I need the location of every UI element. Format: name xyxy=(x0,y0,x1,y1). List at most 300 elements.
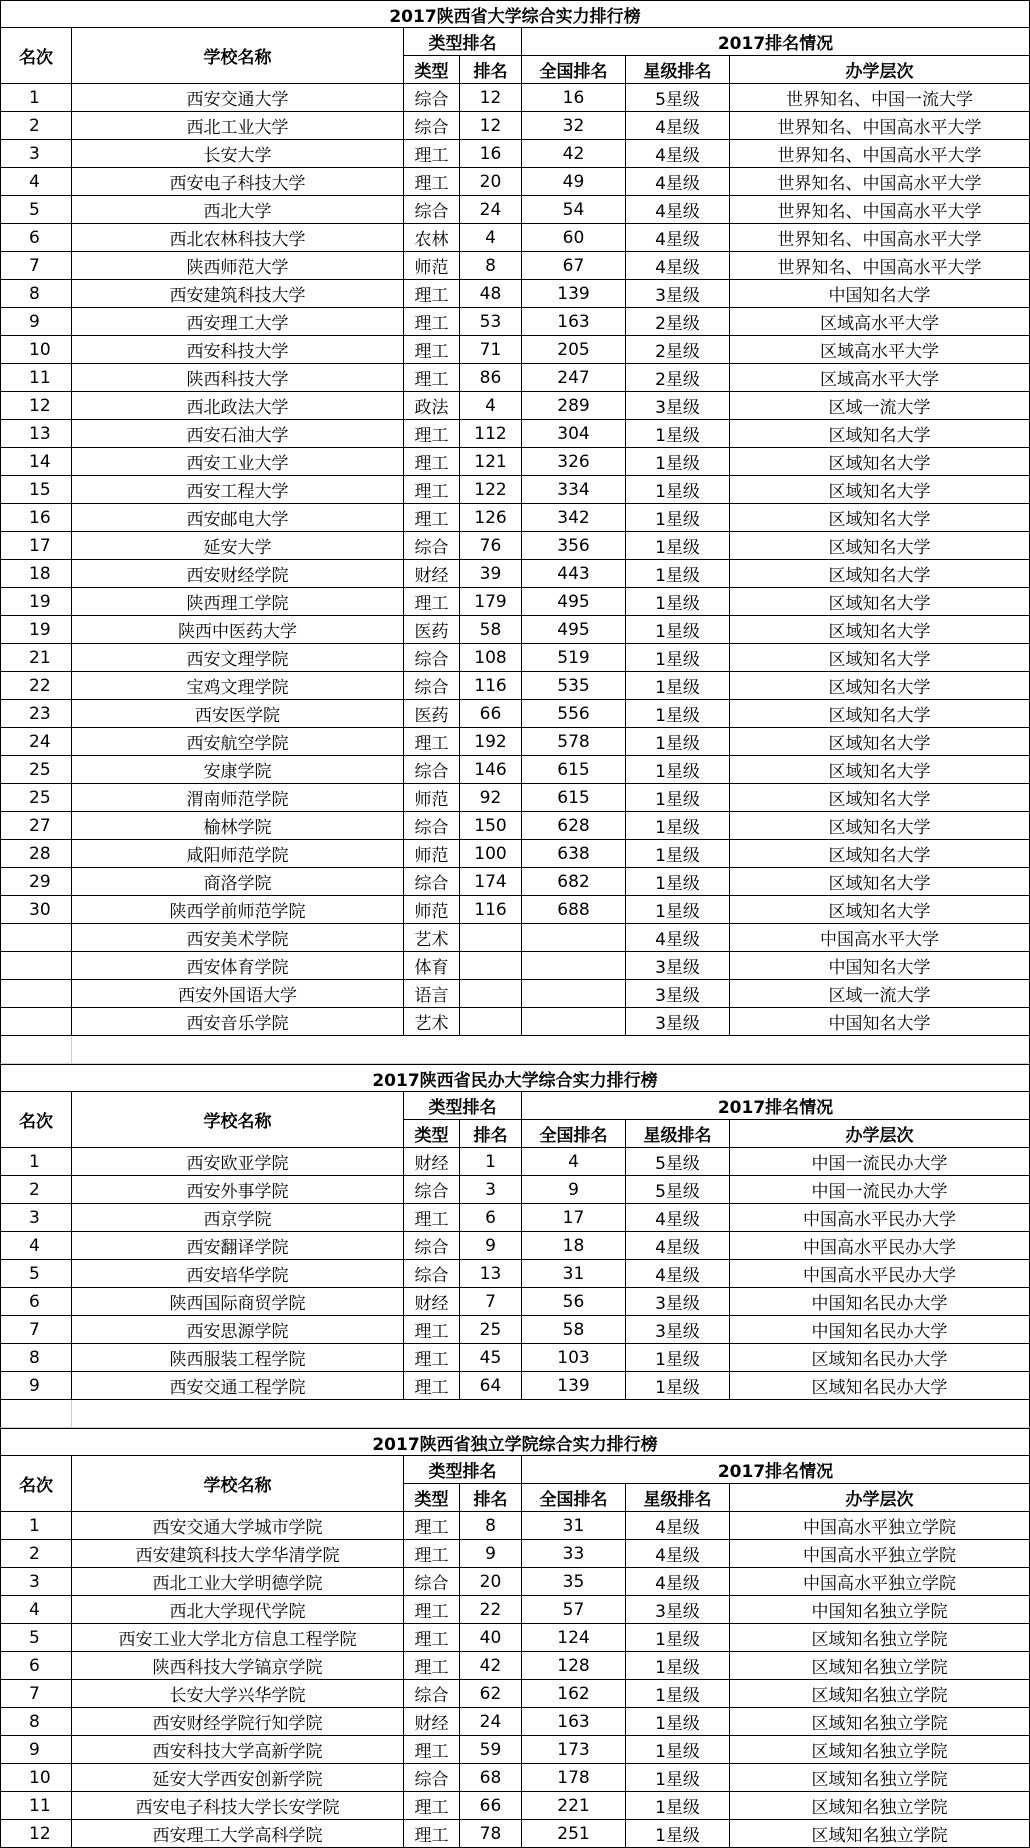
table-row xyxy=(0,588,1030,616)
school-cell: 西安科技大学高新学院 xyxy=(72,1736,404,1764)
level-cell: 区域高水平大学 xyxy=(730,364,1030,392)
school-cell: 商洛学院 xyxy=(72,868,404,896)
national-rank-cell: 139 xyxy=(522,280,626,308)
star-rank-cell: 1星级 xyxy=(626,868,730,896)
level-cell: 中国知名独立学院 xyxy=(730,1596,1030,1624)
school-cell: 西安工程大学 xyxy=(72,476,404,504)
rank-cell: 21 xyxy=(0,644,72,672)
table-row xyxy=(0,560,1030,588)
star-rank-cell: 1星级 xyxy=(626,532,730,560)
rank-cell: 3 xyxy=(0,1204,72,1232)
header-type-group: 类型排名 xyxy=(404,1092,522,1120)
table-row xyxy=(0,672,1030,700)
table-row xyxy=(0,532,1030,560)
type-rank-cell: 116 xyxy=(460,672,522,700)
type-cell: 综合 xyxy=(404,1232,460,1260)
star-rank-cell: 1星级 xyxy=(626,1372,730,1400)
level-cell: 中国知名民办大学 xyxy=(730,1316,1030,1344)
table-row xyxy=(0,1232,1030,1260)
level-cell: 区域知名大学 xyxy=(730,728,1030,756)
type-rank-cell: 8 xyxy=(460,252,522,280)
national-rank-cell: 60 xyxy=(522,224,626,252)
type-rank-cell: 68 xyxy=(460,1764,522,1792)
level-cell: 中国高水平独立学院 xyxy=(730,1512,1030,1540)
header-star-rank: 星级排名 xyxy=(626,1120,730,1148)
rank-cell: 8 xyxy=(0,1708,72,1736)
level-cell: 区域知名独立学院 xyxy=(730,1624,1030,1652)
national-rank-cell xyxy=(522,980,626,1008)
national-rank-cell: 615 xyxy=(522,784,626,812)
level-cell: 中国一流民办大学 xyxy=(730,1176,1030,1204)
type-rank-cell: 4 xyxy=(460,224,522,252)
national-rank-cell: 31 xyxy=(522,1512,626,1540)
type-rank-cell: 58 xyxy=(460,616,522,644)
national-rank-cell: 682 xyxy=(522,868,626,896)
table-row xyxy=(0,896,1030,924)
table-row xyxy=(0,1372,1030,1400)
rank-cell: 2 xyxy=(0,1176,72,1204)
national-rank-cell: 342 xyxy=(522,504,626,532)
table-row xyxy=(0,980,1030,1008)
rank-cell: 30 xyxy=(0,896,72,924)
type-cell: 农林 xyxy=(404,224,460,252)
school-cell: 陕西理工学院 xyxy=(72,588,404,616)
school-cell: 西京学院 xyxy=(72,1204,404,1232)
national-rank-cell xyxy=(522,924,626,952)
type-rank-cell: 22 xyxy=(460,1596,522,1624)
star-rank-cell: 1星级 xyxy=(626,700,730,728)
school-cell: 西北农林科技大学 xyxy=(72,224,404,252)
level-cell: 中国高水平大学 xyxy=(730,924,1030,952)
national-rank-cell: 289 xyxy=(522,392,626,420)
header-star-rank: 星级排名 xyxy=(626,56,730,84)
table-row xyxy=(0,1820,1030,1848)
table-row xyxy=(0,224,1030,252)
rank-cell xyxy=(0,952,72,980)
school-cell: 西安翻译学院 xyxy=(72,1232,404,1260)
type-cell: 理工 xyxy=(404,1316,460,1344)
school-cell: 西安石油大学 xyxy=(72,420,404,448)
rank-cell: 10 xyxy=(0,336,72,364)
section-title-row xyxy=(0,1064,1030,1092)
rank-cell: 1 xyxy=(0,1148,72,1176)
table-row xyxy=(0,1316,1030,1344)
type-cell: 师范 xyxy=(404,784,460,812)
national-rank-cell: 17 xyxy=(522,1204,626,1232)
type-rank-cell: 40 xyxy=(460,1624,522,1652)
table-row xyxy=(0,812,1030,840)
star-rank-cell: 1星级 xyxy=(626,420,730,448)
school-cell: 陕西科技大学 xyxy=(72,364,404,392)
table-row xyxy=(0,1176,1030,1204)
type-rank-cell: 8 xyxy=(460,1512,522,1540)
rank-cell: 28 xyxy=(0,840,72,868)
table-row xyxy=(0,784,1030,812)
national-rank-cell: 103 xyxy=(522,1344,626,1372)
type-cell: 理工 xyxy=(404,1596,460,1624)
header-type-group: 类型排名 xyxy=(404,28,522,56)
star-rank-cell: 4星级 xyxy=(626,1260,730,1288)
star-rank-cell: 5星级 xyxy=(626,1148,730,1176)
star-rank-cell: 3星级 xyxy=(626,280,730,308)
national-rank-cell: 163 xyxy=(522,308,626,336)
national-rank-cell: 178 xyxy=(522,1764,626,1792)
school-cell: 西安外事学院 xyxy=(72,1176,404,1204)
rank-cell: 9 xyxy=(0,308,72,336)
star-rank-cell: 1星级 xyxy=(626,840,730,868)
national-rank-cell: 578 xyxy=(522,728,626,756)
national-rank-cell: 57 xyxy=(522,1596,626,1624)
type-rank-cell: 86 xyxy=(460,364,522,392)
type-rank-cell: 12 xyxy=(460,112,522,140)
national-rank-cell: 495 xyxy=(522,616,626,644)
rank-cell: 5 xyxy=(0,1624,72,1652)
rank-cell: 19 xyxy=(0,588,72,616)
section-title: 2017陕西省独立学院综合实力排行榜 xyxy=(0,1428,1030,1456)
school-cell: 西安科技大学 xyxy=(72,336,404,364)
type-rank-cell: 42 xyxy=(460,1652,522,1680)
rank-cell: 6 xyxy=(0,1288,72,1316)
spacer-cell xyxy=(72,1036,1030,1064)
national-rank-cell: 688 xyxy=(522,896,626,924)
national-rank-cell: 205 xyxy=(522,336,626,364)
level-cell: 区域知名独立学院 xyxy=(730,1792,1030,1820)
star-rank-cell: 1星级 xyxy=(626,672,730,700)
rank-cell: 5 xyxy=(0,196,72,224)
rank-cell: 6 xyxy=(0,1652,72,1680)
type-rank-cell: 146 xyxy=(460,756,522,784)
level-cell: 区域知名大学 xyxy=(730,644,1030,672)
spacer-row xyxy=(0,1036,1030,1064)
national-rank-cell: 356 xyxy=(522,532,626,560)
table-row xyxy=(0,700,1030,728)
school-cell: 西安理工大学 xyxy=(72,308,404,336)
national-rank-cell xyxy=(522,1008,626,1036)
table-row xyxy=(0,1204,1030,1232)
school-cell: 西安财经学院 xyxy=(72,560,404,588)
school-cell: 西安培华学院 xyxy=(72,1260,404,1288)
national-rank-cell: 54 xyxy=(522,196,626,224)
rank-cell: 5 xyxy=(0,1260,72,1288)
table-row xyxy=(0,364,1030,392)
star-rank-cell: 1星级 xyxy=(626,1652,730,1680)
type-rank-cell: 78 xyxy=(460,1820,522,1848)
school-cell: 西北工业大学 xyxy=(72,112,404,140)
type-rank-cell: 9 xyxy=(460,1232,522,1260)
school-cell: 西安交通工程学院 xyxy=(72,1372,404,1400)
star-rank-cell: 1星级 xyxy=(626,476,730,504)
school-cell: 西北大学现代学院 xyxy=(72,1596,404,1624)
table-row xyxy=(0,504,1030,532)
level-cell: 区域知名大学 xyxy=(730,616,1030,644)
national-rank-cell: 128 xyxy=(522,1652,626,1680)
school-cell: 西安电子科技大学长安学院 xyxy=(72,1792,404,1820)
type-rank-cell: 20 xyxy=(460,1568,522,1596)
type-cell: 师范 xyxy=(404,896,460,924)
table-row xyxy=(0,252,1030,280)
type-rank-cell: 122 xyxy=(460,476,522,504)
table-row xyxy=(0,84,1030,112)
type-rank-cell xyxy=(460,924,522,952)
header-rank: 名次 xyxy=(0,1092,72,1148)
type-cell: 医药 xyxy=(404,700,460,728)
type-rank-cell: 62 xyxy=(460,1680,522,1708)
national-rank-cell: 35 xyxy=(522,1568,626,1596)
type-cell: 财经 xyxy=(404,1148,460,1176)
type-cell: 理工 xyxy=(404,1540,460,1568)
national-rank-cell: 16 xyxy=(522,84,626,112)
type-rank-cell: 39 xyxy=(460,560,522,588)
school-cell: 西安建筑科技大学华清学院 xyxy=(72,1540,404,1568)
level-cell: 区域知名独立学院 xyxy=(730,1680,1030,1708)
type-cell: 理工 xyxy=(404,168,460,196)
star-rank-cell: 1星级 xyxy=(626,588,730,616)
type-rank-cell: 66 xyxy=(460,700,522,728)
school-cell: 西安交通大学 xyxy=(72,84,404,112)
star-rank-cell: 4星级 xyxy=(626,1512,730,1540)
rank-cell: 12 xyxy=(0,1820,72,1848)
type-cell: 理工 xyxy=(404,1372,460,1400)
header-national-rank: 全国排名 xyxy=(522,1484,626,1512)
level-cell: 中国高水平民办大学 xyxy=(730,1204,1030,1232)
national-rank-cell: 173 xyxy=(522,1736,626,1764)
type-cell: 综合 xyxy=(404,868,460,896)
school-cell: 西安财经学院行知学院 xyxy=(72,1708,404,1736)
rank-cell: 4 xyxy=(0,1596,72,1624)
level-cell: 区域知名大学 xyxy=(730,532,1030,560)
type-rank-cell: 76 xyxy=(460,532,522,560)
school-cell: 西安电子科技大学 xyxy=(72,168,404,196)
star-rank-cell: 1星级 xyxy=(626,504,730,532)
type-cell: 理工 xyxy=(404,420,460,448)
header-row-top xyxy=(0,1456,1030,1512)
national-rank-cell: 535 xyxy=(522,672,626,700)
header-type: 类型 xyxy=(404,56,460,84)
national-rank-cell: 42 xyxy=(522,140,626,168)
table-row xyxy=(0,728,1030,756)
header-row-top xyxy=(0,28,1030,84)
rank-cell: 1 xyxy=(0,1512,72,1540)
type-cell: 综合 xyxy=(404,644,460,672)
level-cell: 区域知名大学 xyxy=(730,840,1030,868)
rank-cell xyxy=(0,1008,72,1036)
level-cell: 中国知名大学 xyxy=(730,952,1030,980)
header-national-rank: 全国排名 xyxy=(522,1120,626,1148)
star-rank-cell: 5星级 xyxy=(626,84,730,112)
header-school: 学校名称 xyxy=(72,28,404,84)
star-rank-cell: 4星级 xyxy=(626,1204,730,1232)
star-rank-cell: 1星级 xyxy=(626,1792,730,1820)
school-cell: 西北政法大学 xyxy=(72,392,404,420)
star-rank-cell: 4星级 xyxy=(626,224,730,252)
type-rank-cell: 24 xyxy=(460,196,522,224)
level-cell: 区域知名大学 xyxy=(730,504,1030,532)
level-cell: 区域高水平大学 xyxy=(730,308,1030,336)
type-rank-cell: 179 xyxy=(460,588,522,616)
table-row xyxy=(0,1624,1030,1652)
type-cell: 理工 xyxy=(404,1624,460,1652)
star-rank-cell: 1星级 xyxy=(626,1764,730,1792)
star-rank-cell: 1星级 xyxy=(626,616,730,644)
header-star-rank: 星级排名 xyxy=(626,1484,730,1512)
type-rank-cell: 25 xyxy=(460,1316,522,1344)
header-rank: 名次 xyxy=(0,1456,72,1512)
spacer-cell xyxy=(0,1400,72,1428)
type-rank-cell: 100 xyxy=(460,840,522,868)
level-cell: 世界知名、中国高水平大学 xyxy=(730,168,1030,196)
rank-cell: 8 xyxy=(0,1344,72,1372)
level-cell: 区域知名独立学院 xyxy=(730,1652,1030,1680)
type-cell: 综合 xyxy=(404,1764,460,1792)
type-cell: 理工 xyxy=(404,336,460,364)
section-title: 2017陕西省大学综合实力排行榜 xyxy=(0,0,1030,28)
table-row xyxy=(0,1512,1030,1540)
table-row xyxy=(0,644,1030,672)
table-row xyxy=(0,336,1030,364)
rank-cell: 7 xyxy=(0,1316,72,1344)
type-cell: 综合 xyxy=(404,1260,460,1288)
type-cell: 师范 xyxy=(404,252,460,280)
national-rank-cell: 162 xyxy=(522,1680,626,1708)
table-row xyxy=(0,924,1030,952)
table-row xyxy=(0,1596,1030,1624)
rank-cell: 22 xyxy=(0,672,72,700)
level-cell: 区域知名大学 xyxy=(730,448,1030,476)
national-rank-cell: 18 xyxy=(522,1232,626,1260)
type-cell: 体育 xyxy=(404,952,460,980)
level-cell: 区域知名大学 xyxy=(730,756,1030,784)
national-rank-cell: 615 xyxy=(522,756,626,784)
type-rank-cell: 45 xyxy=(460,1344,522,1372)
rank-cell: 4 xyxy=(0,1232,72,1260)
level-cell: 区域知名民办大学 xyxy=(730,1372,1030,1400)
school-cell: 西安邮电大学 xyxy=(72,504,404,532)
type-rank-cell: 7 xyxy=(460,1288,522,1316)
star-rank-cell: 4星级 xyxy=(626,168,730,196)
level-cell: 区域知名独立学院 xyxy=(730,1708,1030,1736)
star-rank-cell: 3星级 xyxy=(626,980,730,1008)
type-cell: 理工 xyxy=(404,280,460,308)
star-rank-cell: 2星级 xyxy=(626,336,730,364)
type-cell: 综合 xyxy=(404,756,460,784)
level-cell: 区域知名大学 xyxy=(730,560,1030,588)
table-row xyxy=(0,756,1030,784)
school-cell: 陕西中医药大学 xyxy=(72,616,404,644)
type-cell: 综合 xyxy=(404,672,460,700)
type-cell: 理工 xyxy=(404,476,460,504)
star-rank-cell: 1星级 xyxy=(626,1736,730,1764)
national-rank-cell: 163 xyxy=(522,1708,626,1736)
type-cell: 财经 xyxy=(404,1708,460,1736)
star-rank-cell: 3星级 xyxy=(626,1596,730,1624)
school-cell: 西安建筑科技大学 xyxy=(72,280,404,308)
national-rank-cell xyxy=(522,952,626,980)
spacer-row xyxy=(0,1400,1030,1428)
rank-cell: 17 xyxy=(0,532,72,560)
type-rank-cell: 20 xyxy=(460,168,522,196)
type-cell: 理工 xyxy=(404,1204,460,1232)
level-cell: 中国知名大学 xyxy=(730,1008,1030,1036)
type-cell: 综合 xyxy=(404,1568,460,1596)
table-row xyxy=(0,868,1030,896)
level-cell: 世界知名、中国一流大学 xyxy=(730,84,1030,112)
type-cell: 语言 xyxy=(404,980,460,1008)
rank-cell: 6 xyxy=(0,224,72,252)
school-cell: 安康学院 xyxy=(72,756,404,784)
national-rank-cell: 251 xyxy=(522,1820,626,1848)
star-rank-cell: 2星级 xyxy=(626,308,730,336)
star-rank-cell: 3星级 xyxy=(626,952,730,980)
type-cell: 财经 xyxy=(404,560,460,588)
table-row xyxy=(0,616,1030,644)
national-rank-cell: 326 xyxy=(522,448,626,476)
type-cell: 艺术 xyxy=(404,1008,460,1036)
level-cell: 区域知名大学 xyxy=(730,700,1030,728)
type-cell: 理工 xyxy=(404,308,460,336)
school-cell: 西安美术学院 xyxy=(72,924,404,952)
national-rank-cell: 221 xyxy=(522,1792,626,1820)
rank-cell: 1 xyxy=(0,84,72,112)
national-rank-cell: 247 xyxy=(522,364,626,392)
type-rank-cell: 116 xyxy=(460,896,522,924)
level-cell: 区域知名大学 xyxy=(730,868,1030,896)
type-rank-cell: 6 xyxy=(460,1204,522,1232)
type-rank-cell: 16 xyxy=(460,140,522,168)
star-rank-cell: 4星级 xyxy=(626,140,730,168)
rank-cell: 8 xyxy=(0,280,72,308)
header-2017-group: 2017排名情况 xyxy=(522,28,1030,56)
national-rank-cell: 4 xyxy=(522,1148,626,1176)
type-rank-cell: 126 xyxy=(460,504,522,532)
table-row xyxy=(0,1736,1030,1764)
type-rank-cell: 48 xyxy=(460,280,522,308)
school-cell: 西北工业大学明德学院 xyxy=(72,1568,404,1596)
rank-cell: 2 xyxy=(0,1540,72,1568)
type-rank-cell: 1 xyxy=(460,1148,522,1176)
type-cell: 理工 xyxy=(404,728,460,756)
level-cell: 区域知名独立学院 xyxy=(730,1764,1030,1792)
national-rank-cell: 31 xyxy=(522,1260,626,1288)
national-rank-cell: 58 xyxy=(522,1316,626,1344)
type-rank-cell xyxy=(460,952,522,980)
rank-cell: 2 xyxy=(0,112,72,140)
rank-cell: 25 xyxy=(0,784,72,812)
type-rank-cell: 3 xyxy=(460,1176,522,1204)
table-row xyxy=(0,1344,1030,1372)
national-rank-cell: 495 xyxy=(522,588,626,616)
national-rank-cell: 334 xyxy=(522,476,626,504)
level-cell: 世界知名、中国高水平大学 xyxy=(730,140,1030,168)
type-cell: 理工 xyxy=(404,1652,460,1680)
level-cell: 区域知名大学 xyxy=(730,420,1030,448)
school-cell: 陕西国际商贸学院 xyxy=(72,1288,404,1316)
type-rank-cell: 92 xyxy=(460,784,522,812)
school-cell: 陕西服装工程学院 xyxy=(72,1344,404,1372)
star-rank-cell: 3星级 xyxy=(626,392,730,420)
national-rank-cell: 67 xyxy=(522,252,626,280)
star-rank-cell: 4星级 xyxy=(626,112,730,140)
table-row xyxy=(0,196,1030,224)
header-type-rank: 排名 xyxy=(460,56,522,84)
star-rank-cell: 1星级 xyxy=(626,1624,730,1652)
school-cell: 渭南师范学院 xyxy=(72,784,404,812)
header-type-rank: 排名 xyxy=(460,1120,522,1148)
rank-cell: 4 xyxy=(0,168,72,196)
rank-cell: 12 xyxy=(0,392,72,420)
level-cell: 世界知名、中国高水平大学 xyxy=(730,224,1030,252)
header-rank: 名次 xyxy=(0,28,72,84)
rank-cell: 11 xyxy=(0,364,72,392)
